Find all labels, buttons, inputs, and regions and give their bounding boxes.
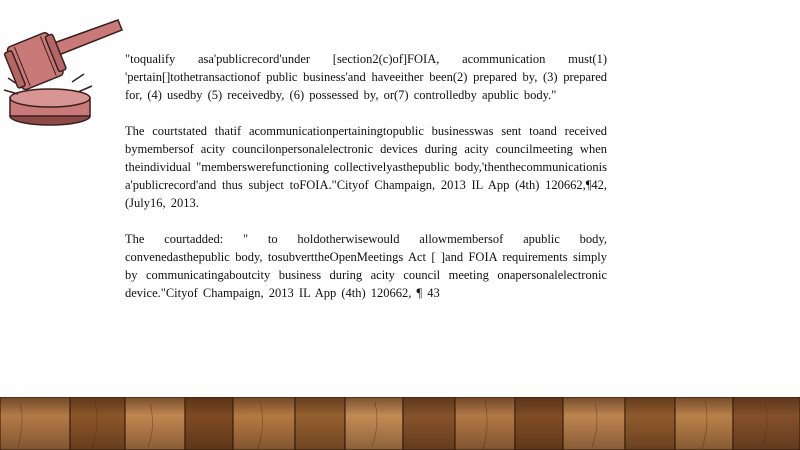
paragraph-court-stated: The courtstated thatif acommunicationpertainingtopublic businesswas sent toand received bymembersof acity councilonpersonalelectronic devices during acity councilmeeting when theindividual "memberswerefunctioning collectivelyasthepublic body,'thenthecommunicationis a'publicrecord'and thus subject toFOIA."Cityof Champaign, 2013 IL App (4th) 120662,¶42,(July16, 2013. bbox=[125, 124, 607, 210]
wood-floor bbox=[0, 397, 800, 450]
paragraph-court-added: The courtadded: " to holdotherwisewould allowmembersof apublic body, convenedasthepublic body, tosubverttheOpenMeetings Act [ ]and FOIA requirements simply by communicatingaboutcity business during acity council meeting onapersonalelectronic device."Cityof Champaign, 2013 IL App (4th) 120662, ¶ 43 bbox=[125, 232, 607, 300]
paragraph-foia-definition: "toqualify asa'publicrecord'under [section2(c)of]FOIA, acommunication must(1) 'pertain[]tothetransactionof public business'and haveeither been(2) prepared by, (3) prepared for, (4) usedby (5) receivedby, (6) possessed by, or(7) controlledby apublic body." bbox=[125, 52, 607, 102]
gavel-icon bbox=[0, 8, 125, 130]
quote-text-block bbox=[125, 50, 607, 320]
